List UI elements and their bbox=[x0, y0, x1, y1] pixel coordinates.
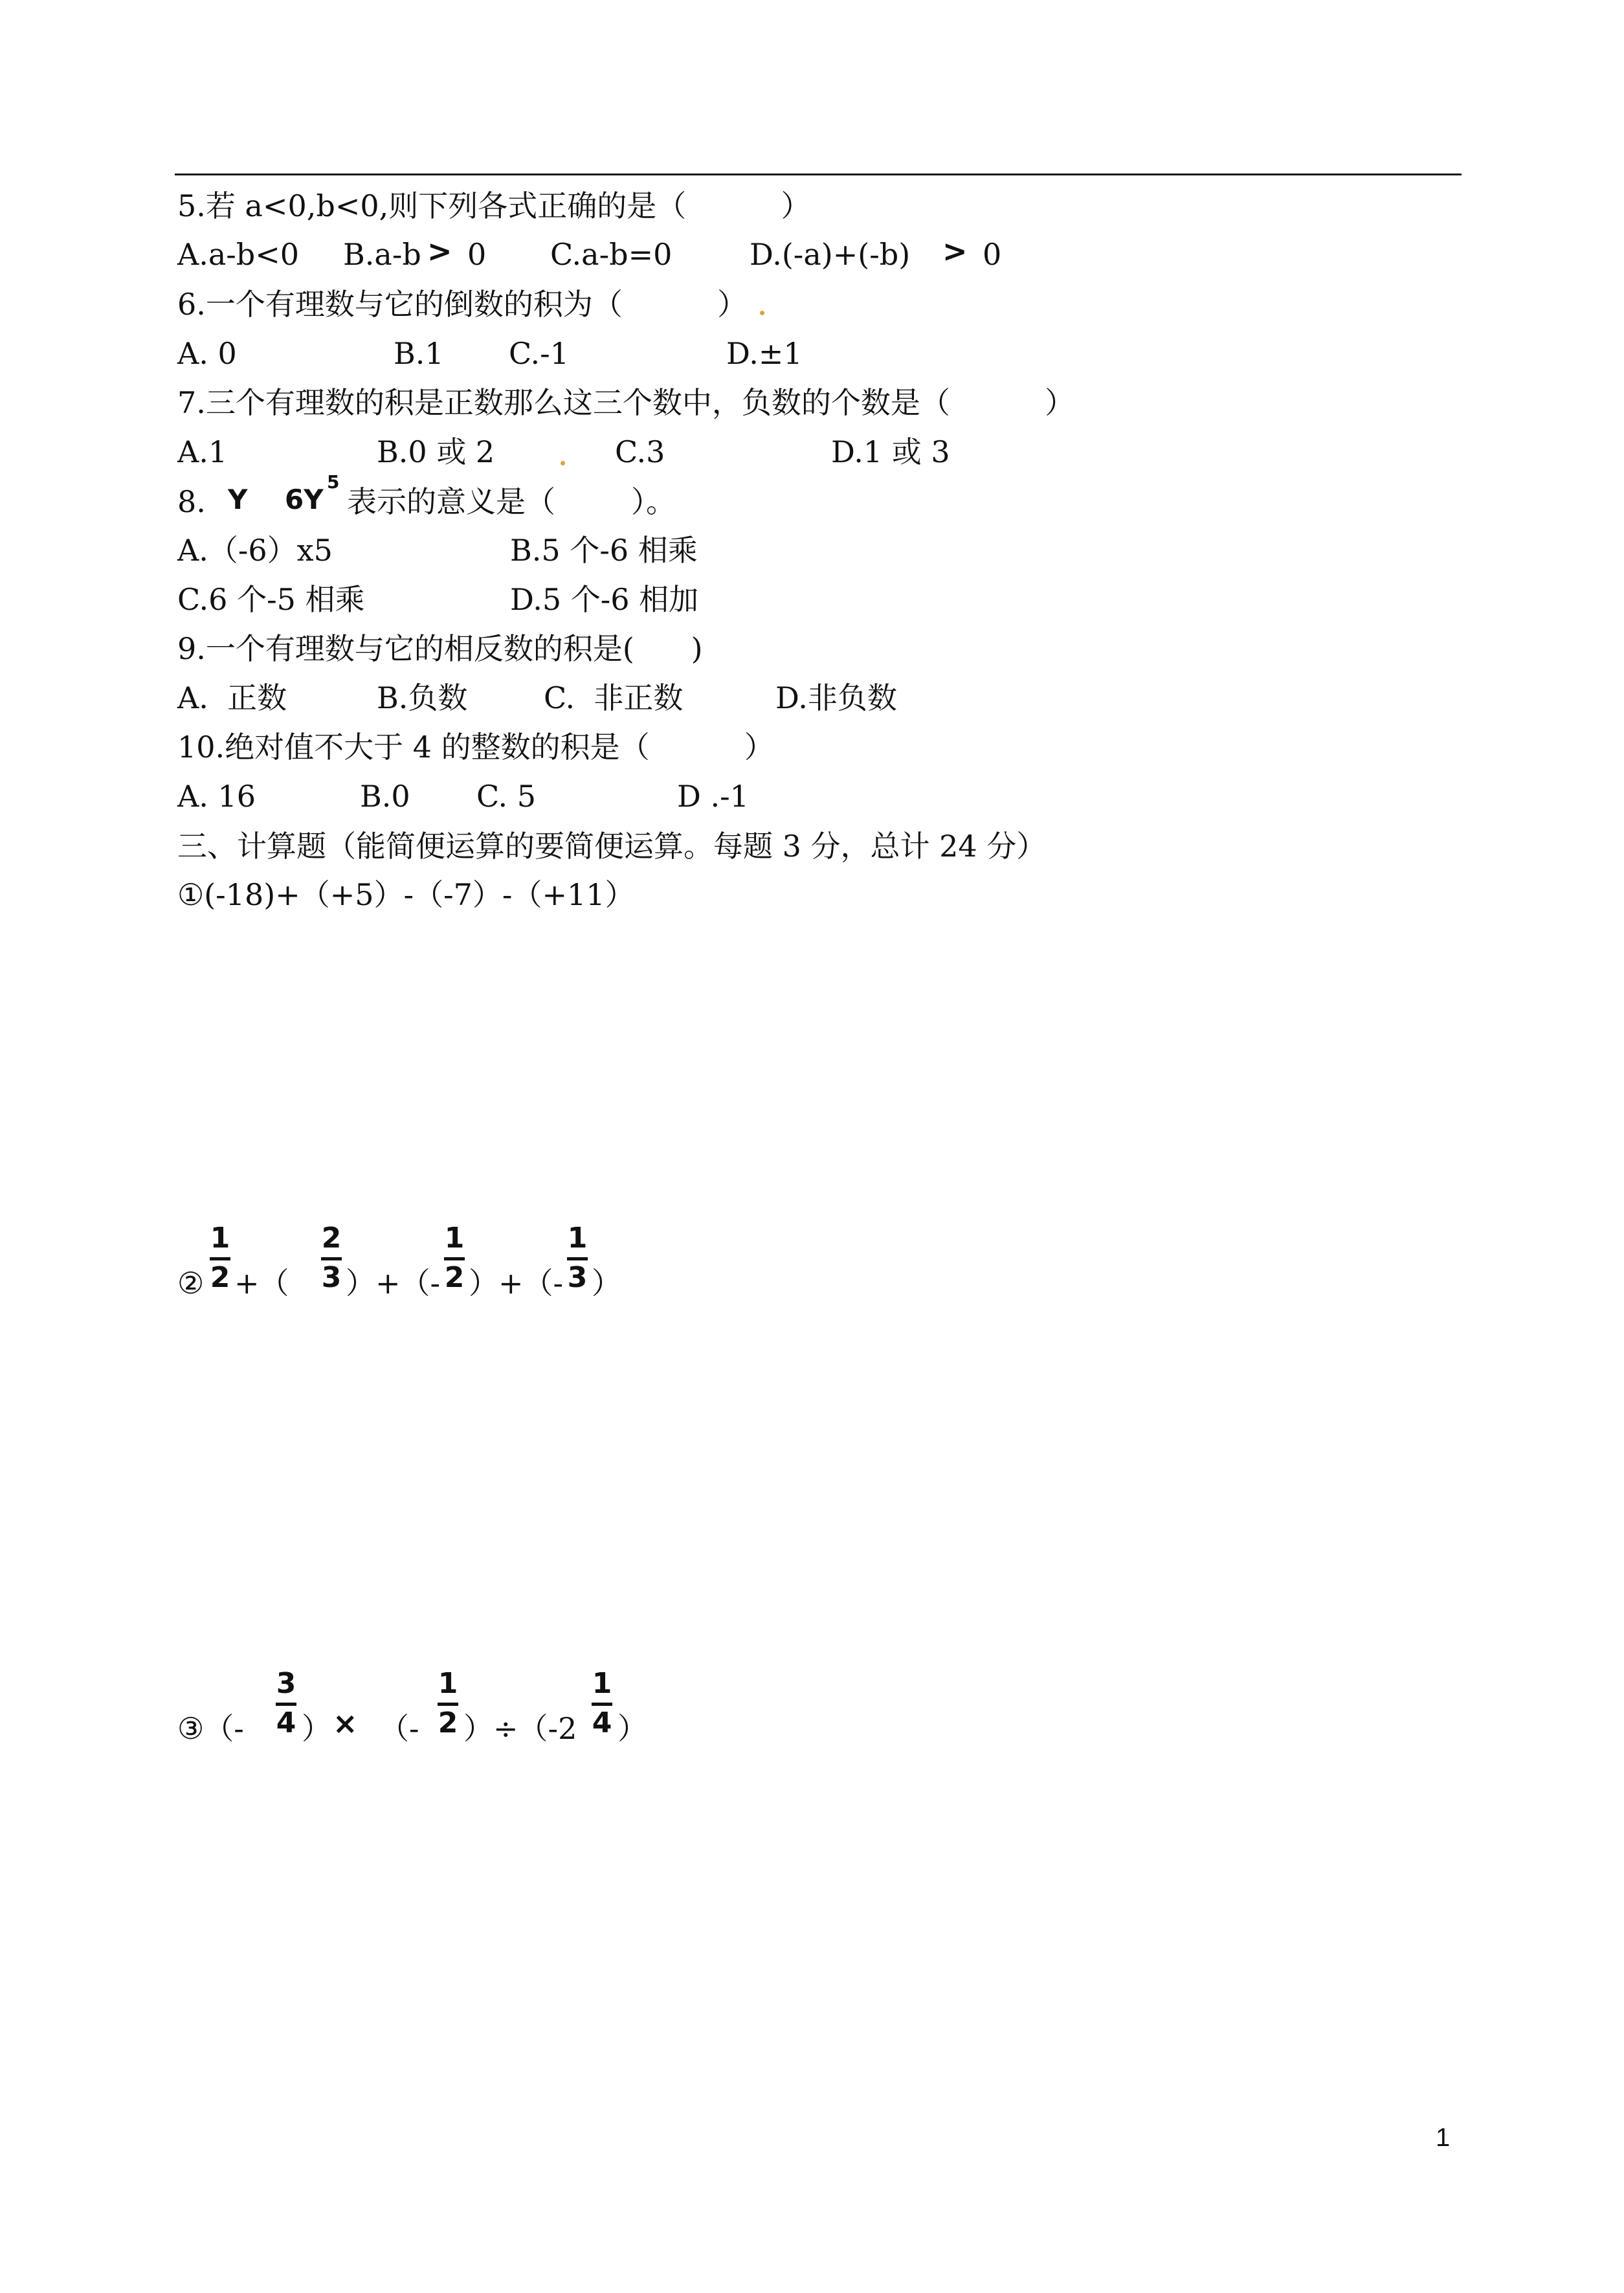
problem-2-operator: +（ bbox=[234, 1266, 289, 1301]
stray-dot-mark bbox=[760, 311, 764, 315]
problem-2-operator: ） bbox=[592, 1266, 621, 1301]
question-5-option-b-zero: 0 bbox=[467, 237, 487, 272]
stray-dot-mark bbox=[561, 461, 565, 465]
question-9-option-d: D.非负数 bbox=[775, 680, 897, 715]
question-7-option-b: B.0 或 2 bbox=[377, 434, 495, 469]
fraction-numerator: 1 bbox=[592, 1667, 612, 1700]
question-6-option-c: C.-1 bbox=[509, 336, 569, 371]
fraction-denominator: 2 bbox=[438, 1706, 458, 1739]
question-9-option-b: B.负数 bbox=[377, 680, 468, 715]
symbol-6y-image: 6Y bbox=[285, 484, 324, 515]
question-8-stem: 表示的意义是（ ）。 bbox=[347, 484, 676, 519]
fraction bbox=[441, 1222, 467, 1294]
problem-2-marker: ② bbox=[177, 1266, 205, 1301]
question-10-stem: 10.绝对值不大于 4 的整数的积是（ ） bbox=[177, 730, 774, 765]
fraction-numerator: 1 bbox=[444, 1222, 465, 1255]
fraction-denominator: 4 bbox=[592, 1706, 612, 1739]
problem-3-marker: ③（- bbox=[177, 1711, 244, 1746]
question-7-stem: 7.三个有理数的积是正数那么这三个数中，负数的个数是（ ） bbox=[177, 385, 1075, 420]
question-8-option-c: C.6 个-5 相乘 bbox=[177, 582, 365, 617]
question-10-option-d: D .-1 bbox=[677, 779, 749, 814]
problem-1: ①(-18)+（+5）-（-7）-（+11） bbox=[177, 877, 635, 912]
fraction-bar bbox=[210, 1257, 230, 1260]
problem-2-operator: ）+（- bbox=[469, 1266, 564, 1301]
question-7-option-a: A.1 bbox=[177, 434, 228, 469]
fraction bbox=[318, 1222, 344, 1294]
fraction-bar bbox=[321, 1257, 342, 1260]
question-9-option-a: A. 正数 bbox=[177, 680, 287, 715]
section-heading: 三、计算题（能简便运算的要简便运算。每题 3 分，总计 24 分） bbox=[177, 829, 1047, 864]
fraction-denominator: 2 bbox=[210, 1261, 230, 1294]
symbol-y-image: Y bbox=[228, 484, 248, 515]
question-7-option-c: C.3 bbox=[615, 434, 665, 469]
question-5-option-c: C.a-b=0 bbox=[550, 237, 673, 272]
fraction bbox=[207, 1222, 233, 1294]
times-symbol: × bbox=[333, 1706, 358, 1741]
question-6-option-a: A. 0 bbox=[177, 336, 237, 371]
question-8-option-b: B.5 个-6 相乘 bbox=[510, 533, 698, 568]
fraction-bar bbox=[276, 1703, 296, 1706]
question-6-option-d: D.±1 bbox=[726, 336, 803, 371]
fraction-denominator: 4 bbox=[276, 1706, 296, 1739]
question-9-option-c: C. 非正数 bbox=[544, 680, 684, 715]
fraction-numerator: 2 bbox=[321, 1222, 342, 1255]
fraction bbox=[589, 1668, 615, 1739]
question-5-stem: 5.若 a<0,b<0,则下列各式正确的是（ ） bbox=[177, 188, 811, 223]
problem-3-operator: ） bbox=[302, 1711, 331, 1746]
fraction-bar bbox=[592, 1703, 612, 1706]
question-10-option-c: C. 5 bbox=[476, 779, 537, 814]
problem-3-operator: ）÷（-2 bbox=[463, 1711, 577, 1746]
question-10-option-b: B.0 bbox=[360, 779, 410, 814]
symbol-exponent: 5 bbox=[327, 471, 340, 493]
question-10-option-a: A. 16 bbox=[177, 779, 256, 814]
question-8-option-d: D.5 个-6 相加 bbox=[510, 582, 699, 617]
question-9-stem: 9.一个有理数与它的相反数的积是( ) bbox=[177, 631, 703, 666]
fraction bbox=[435, 1668, 461, 1739]
problem-3-operator: （- bbox=[379, 1711, 419, 1746]
fraction-numerator: 1 bbox=[567, 1222, 588, 1255]
question-5-option-d-zero: 0 bbox=[983, 237, 1002, 272]
greater-than-symbol: > bbox=[427, 234, 452, 269]
fraction bbox=[564, 1222, 590, 1294]
fraction-bar bbox=[438, 1703, 458, 1706]
question-5-option-d: D.(-a)+(-b) bbox=[750, 237, 911, 272]
question-8-number: 8. bbox=[177, 484, 206, 519]
question-5-option-b: B.a-b bbox=[343, 237, 421, 272]
fraction-denominator: 3 bbox=[321, 1261, 342, 1294]
page-number: 1 bbox=[1436, 2123, 1451, 2152]
fraction bbox=[273, 1668, 299, 1739]
question-6-option-b: B.1 bbox=[394, 336, 444, 371]
fraction-numerator: 1 bbox=[210, 1222, 230, 1255]
fraction-denominator: 3 bbox=[567, 1261, 588, 1294]
fraction-numerator: 1 bbox=[438, 1667, 458, 1700]
question-5-option-a: A.a-b<0 bbox=[177, 237, 300, 272]
fraction-numerator: 3 bbox=[276, 1667, 296, 1700]
fraction-bar bbox=[567, 1257, 588, 1260]
question-7-option-d: D.1 或 3 bbox=[831, 434, 950, 469]
problem-3-operator: ） bbox=[617, 1711, 647, 1746]
fraction-bar bbox=[444, 1257, 465, 1260]
question-6-stem: 6.一个有理数与它的倒数的积为（ ） bbox=[177, 287, 748, 322]
problem-2-operator: ）+（- bbox=[346, 1266, 441, 1301]
greater-than-symbol: > bbox=[942, 234, 968, 269]
fraction-denominator: 2 bbox=[444, 1261, 465, 1294]
question-8-option-a: A.（-6）x5 bbox=[177, 533, 333, 568]
header-rule bbox=[175, 173, 1462, 175]
